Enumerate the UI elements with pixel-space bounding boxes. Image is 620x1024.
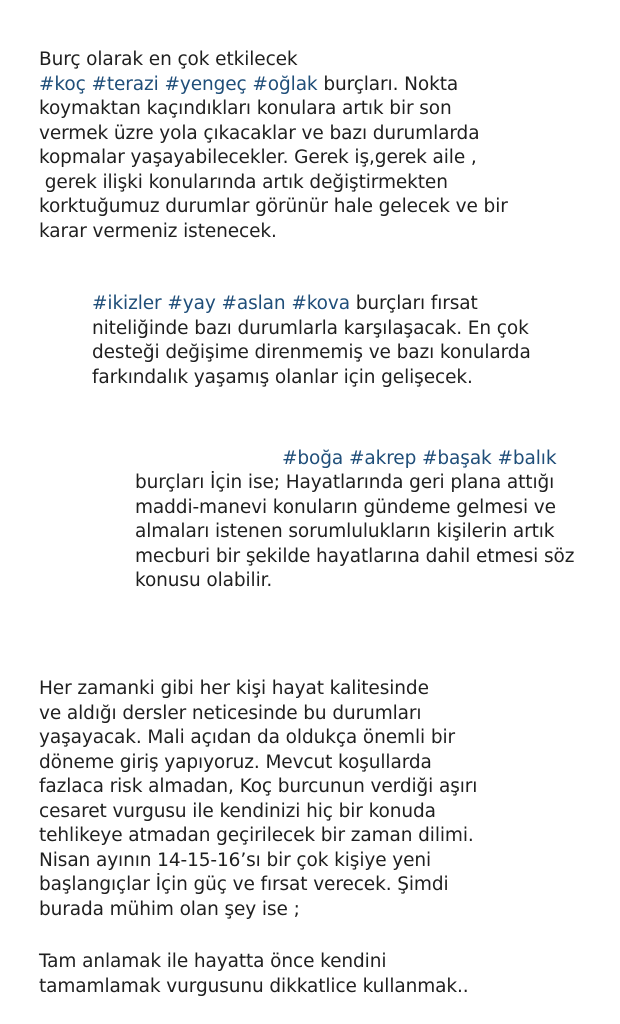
text-line: yaşayacak. Mali açıdan da oldukça önemli bir: [39, 727, 456, 748]
hashtag-line: [92, 292, 531, 317]
hashtag-basak[interactable]: #başak: [422, 448, 492, 469]
hashtag-akrep[interactable]: #akrep: [348, 448, 417, 469]
text-line: Tam anlamak ile hayatta önce kendini: [39, 951, 387, 972]
text-line: başlangıçlar İçin güç ve fırsat verecek. Şimdi: [39, 874, 449, 895]
hashtag-line: [282, 447, 556, 472]
paragraph-4: [39, 677, 477, 922]
hashtag-yengec[interactable]: #yengeç: [164, 73, 247, 95]
paragraph-5: [39, 950, 469, 999]
paragraph-3: [135, 471, 574, 594]
text-line: Burç olarak en çok etkilecek: [39, 49, 298, 70]
text-line: cesaret vurgusu ile kendinizi hiç bir konuda: [39, 800, 436, 822]
text-line: mecburi bir şekilde hayatlarına dahil etmesi söz: [135, 545, 575, 567]
hashtag-aslan[interactable]: #aslan: [221, 293, 286, 314]
text-line: almaları istenen sorumlulukların kişilerin artık: [135, 521, 555, 542]
hashtag-kova[interactable]: #kova: [291, 293, 350, 314]
text-line: Her zamanki gibi her kişi hayat kalitesinde: [39, 678, 429, 699]
hashtag-boga[interactable]: #boğa: [282, 448, 344, 469]
text-fragment: burçları fırsat: [349, 293, 478, 314]
paragraph-2: [92, 292, 531, 390]
text-line: ve aldığı dersler neticesinde bu durumları: [39, 702, 422, 724]
text-line: farkındalık yaşamış olanlar için gelişecek.: [92, 366, 473, 388]
text-fragment: burçları. Nokta: [317, 73, 459, 95]
text-line: maddi-manevi konuların gündeme gelmesi ve: [135, 496, 556, 518]
hashtag-oglak[interactable]: #oğlak: [252, 73, 318, 95]
text-line: koymaktan kaçındıkları konulara artık bir son: [39, 98, 452, 119]
paragraph-3-hashtags: [282, 447, 556, 472]
text-line: fazlaca risk almadan, Koç burcunun verdiği aşırı: [39, 776, 478, 797]
text-line: konusu olabilir.: [135, 570, 273, 591]
text-line: tamamlamak vurgusunu dikkatlice kullanmak..: [39, 975, 469, 997]
text-line: karar vermeniz istenecek.: [39, 220, 277, 242]
hashtag-line: [39, 73, 508, 98]
hashtag-ikizler[interactable]: #ikizler: [92, 293, 162, 314]
text-line: gerek ilişki konularında artık değiştirmekten: [39, 171, 448, 193]
hashtag-balik[interactable]: #balık: [497, 448, 557, 469]
text-line: Nisan ayının 14-15-16’sı bir çok kişiye yeni: [39, 849, 432, 871]
hashtag-terazi[interactable]: #terazi: [91, 73, 159, 95]
text-line: burada mühim olan şey ise ;: [39, 898, 300, 920]
text-line: kopmalar yaşayabilecekler. Gerek iş,gerek aile ,: [39, 147, 477, 168]
text-line: niteliğinde bazı durumlarla karşılaşacak. En çok: [92, 317, 529, 339]
hashtag-yay[interactable]: #yay: [167, 293, 216, 314]
hashtag-koc[interactable]: #koç: [39, 73, 86, 95]
text-line: desteği değişime direnmemiş ve bazı konularda: [92, 342, 531, 363]
text-line: tehlikeye atmadan geçirilecek bir zaman dilimi.: [39, 825, 474, 846]
text-line: korktuğumuz durumlar görünür hale gelecek ve bir: [39, 196, 508, 217]
text-line: burçları İçin ise; Hayatlarında geri plana attığı: [135, 472, 555, 493]
text-line: vermek üzre yola çıkacaklar ve bazı durumlarda: [39, 122, 480, 144]
paragraph-1: [39, 48, 508, 244]
text-line: döneme giriş yapıyoruz. Mevcut koşullarda: [39, 751, 432, 773]
